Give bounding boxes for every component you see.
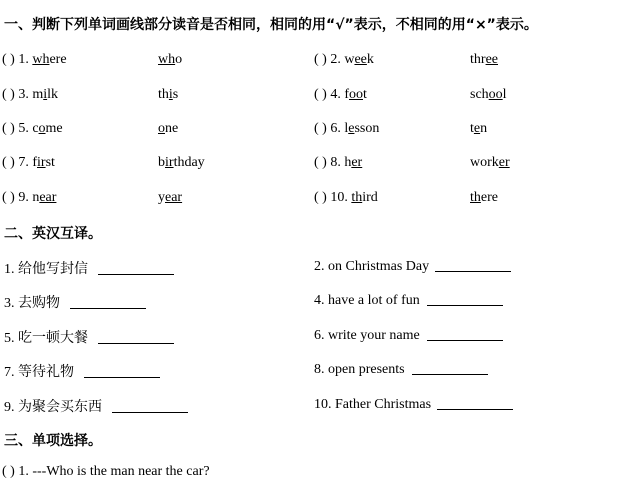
question-number: 2. <box>330 52 341 67</box>
translate-item-7 <box>4 361 160 381</box>
section2-title: 二、英汉互译。 <box>4 226 102 242</box>
answer-paren[interactable]: ( ) <box>2 87 15 102</box>
word-a: milk <box>32 87 58 102</box>
translate-item-5 <box>4 327 174 347</box>
question-6 <box>314 121 379 137</box>
question-4 <box>314 87 367 103</box>
question-5 <box>2 121 63 137</box>
translate-item-9 <box>4 396 188 416</box>
question-5-word-b: one <box>158 121 179 136</box>
translate-item-4 <box>314 292 503 309</box>
answer-paren[interactable]: ( ) <box>314 190 327 205</box>
word-a: week <box>344 52 374 67</box>
item-number: 10. <box>314 397 332 412</box>
question-1-word-b: who <box>158 52 183 67</box>
word-a: third <box>351 190 378 205</box>
answer-paren[interactable]: ( ) <box>2 52 15 67</box>
question-number: 7. <box>18 155 29 170</box>
item-text: Father Christmas <box>335 397 432 412</box>
item-number: 7. <box>4 365 15 380</box>
question-8 <box>314 155 362 171</box>
word-a: her <box>344 155 363 170</box>
question-number: 3. <box>18 87 29 102</box>
item-text: 给他写封信 <box>18 261 88 277</box>
word-a: foot <box>344 87 367 102</box>
question-number: 1. <box>18 52 29 67</box>
answer-paren[interactable]: ( ) <box>314 155 327 170</box>
answer-blank[interactable] <box>435 258 511 272</box>
answer-paren[interactable]: ( ) <box>2 190 15 205</box>
item-text: 去购物 <box>18 295 60 311</box>
answer-blank[interactable] <box>427 327 503 341</box>
question-7 <box>2 155 55 171</box>
answer-blank[interactable] <box>412 361 488 375</box>
answer-blank[interactable] <box>112 399 188 413</box>
question-10 <box>314 190 378 206</box>
answer-paren[interactable]: ( ) <box>314 121 327 136</box>
translate-item-3 <box>4 292 146 312</box>
word-a: near <box>32 190 57 205</box>
item-number: 2. <box>314 259 325 274</box>
answer-blank[interactable] <box>84 364 160 378</box>
question-3 <box>2 87 58 103</box>
question-number: 4. <box>330 87 341 102</box>
word-a: first <box>32 155 55 170</box>
translate-item-10 <box>314 396 513 413</box>
section1-title: 一、判断下列单词画线部分读音是否相同，相同的用“√”表示，不相同的用“×”表示。 <box>4 17 538 33</box>
answer-paren[interactable]: ( ) <box>2 155 15 170</box>
word-a: come <box>32 121 63 136</box>
item-text: 等待礼物 <box>18 364 74 380</box>
item-text: write your name <box>328 328 420 343</box>
translate-item-1 <box>4 258 174 278</box>
question-number: 5. <box>18 121 29 136</box>
answer-blank[interactable] <box>98 330 174 344</box>
question-9 <box>2 190 56 206</box>
item-number: 3. <box>4 296 15 311</box>
item-number: 1. <box>4 262 15 277</box>
choice-question-1 <box>2 464 210 480</box>
question-1 <box>2 52 67 68</box>
item-text: 吃一顿大餐 <box>18 330 88 346</box>
translate-item-2 <box>314 258 511 275</box>
question-7-word-b: birthday <box>158 155 205 170</box>
question-10-word-b: there <box>470 190 498 205</box>
item-number: 4. <box>314 293 325 308</box>
question-number: 8. <box>330 155 341 170</box>
item-text: have a lot of fun <box>328 293 420 308</box>
answer-paren[interactable]: ( ) <box>2 121 15 136</box>
item-number: 6. <box>314 328 325 343</box>
question-2-word-b: three <box>470 52 498 67</box>
item-text: 为聚会买东西 <box>18 399 102 415</box>
question-number: 1. <box>18 464 29 479</box>
translate-item-6 <box>314 327 503 344</box>
translate-item-8 <box>314 361 488 378</box>
answer-paren[interactable]: ( ) <box>314 52 327 67</box>
question-text: ---Who is the man near the car? <box>32 464 210 479</box>
question-number: 9. <box>18 190 29 205</box>
question-6-word-b: ten <box>470 121 488 136</box>
item-number: 8. <box>314 362 325 377</box>
question-3-word-b: this <box>158 87 179 102</box>
answer-blank[interactable] <box>437 396 513 410</box>
item-text: open presents <box>328 362 405 377</box>
question-9-word-b: year <box>158 190 183 205</box>
question-2 <box>314 52 374 68</box>
question-4-word-b: school <box>470 87 507 102</box>
section3-title: 三、单项选择。 <box>4 433 102 449</box>
answer-paren[interactable]: ( ) <box>2 464 15 479</box>
question-number: 10. <box>330 190 348 205</box>
item-number: 5. <box>4 331 15 346</box>
answer-blank[interactable] <box>427 292 503 306</box>
answer-paren[interactable]: ( ) <box>314 87 327 102</box>
question-number: 6. <box>330 121 341 136</box>
item-number: 9. <box>4 400 15 415</box>
answer-blank[interactable] <box>98 261 174 275</box>
answer-blank[interactable] <box>70 295 146 309</box>
question-8-word-b: worker <box>470 155 510 170</box>
word-a: where <box>32 52 67 67</box>
word-a: lesson <box>344 121 380 136</box>
item-text: on Christmas Day <box>328 259 430 274</box>
